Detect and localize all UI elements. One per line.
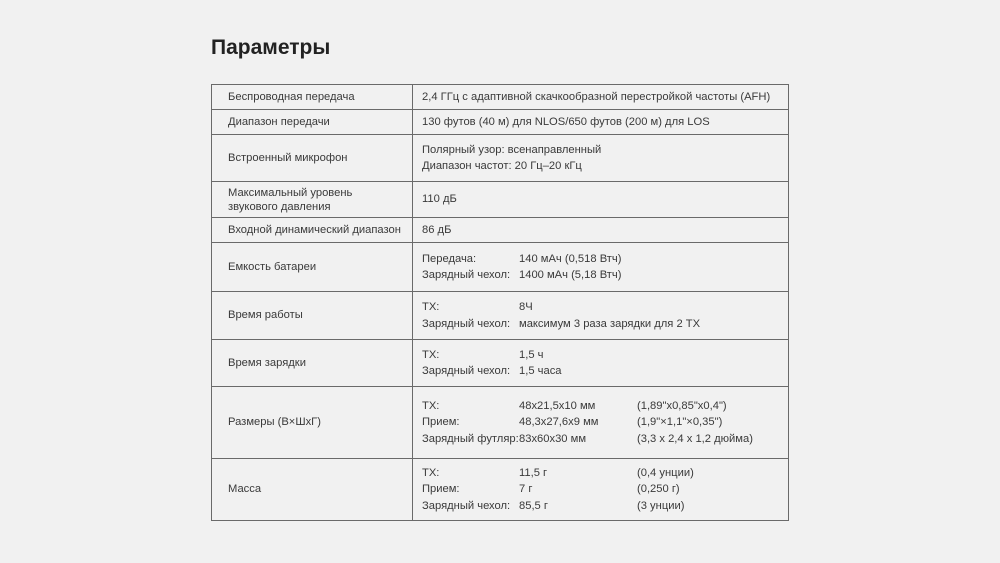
spec-label: Входной динамический диапазон xyxy=(212,218,413,243)
spec-value xyxy=(413,387,789,459)
spec-line: Полярный узор: всенаправленный xyxy=(422,143,602,156)
spec-row-runtime xyxy=(212,292,789,340)
spec-key: Передача: xyxy=(422,252,477,265)
spec-label: Время зарядки xyxy=(212,340,413,387)
spec-alt: (3,3 x 2,4 x 1,2 дюйма) xyxy=(637,432,753,445)
spec-label: Размеры (В×ШхГ) xyxy=(212,387,413,459)
spec-label xyxy=(212,182,413,218)
spec-val: 85,5 г xyxy=(519,499,548,512)
spec-row-battery xyxy=(212,243,789,292)
spec-row-range xyxy=(212,110,789,135)
spec-label: Масса xyxy=(212,459,413,521)
spec-key: TX: xyxy=(422,301,440,313)
spec-val: 83x60x30 мм xyxy=(519,432,587,445)
spec-alt: (3 унции) xyxy=(637,499,685,512)
spec-val: максимум 3 раза зарядки для 2 TX xyxy=(519,317,701,330)
spec-value xyxy=(413,135,789,182)
spec-key: Зарядный чехол: xyxy=(422,317,511,330)
spec-label: Емкость батареи xyxy=(212,243,413,292)
spec-val: 140 мАч (0,518 Втч) xyxy=(519,252,622,265)
spec-val: 48x21,5x10 мм xyxy=(519,399,596,412)
spec-label-line: Максимальный уровень xyxy=(228,186,353,199)
specs-table xyxy=(211,84,789,521)
spec-row-spl xyxy=(212,182,789,218)
spec-key: Зарядный чехол: xyxy=(422,269,511,281)
spec-alt: (1,89"x0,85"x0,4") xyxy=(637,399,727,412)
spec-row-dimensions xyxy=(212,387,789,459)
spec-key: Зарядный чехол: xyxy=(422,365,511,377)
spec-value xyxy=(413,243,789,292)
spec-line: Диапазон частот: 20 Гц–20 кГц xyxy=(422,160,582,172)
spec-row-mic xyxy=(212,135,789,182)
spec-val: 1400 мАч (5,18 Втч) xyxy=(519,269,622,281)
spec-label: Время работы xyxy=(212,292,413,340)
spec-val: 11,5 г xyxy=(519,466,548,479)
spec-row-dynamic xyxy=(212,218,789,243)
spec-value: 2,4 ГГц с адаптивной скачкообразной перестройкой частоты (AFH) xyxy=(413,85,789,110)
spec-val: 1,5 часа xyxy=(519,365,562,377)
spec-value: 110 дБ xyxy=(413,182,789,218)
spec-value: 86 дБ xyxy=(413,218,789,243)
spec-row-charging xyxy=(212,340,789,387)
spec-value xyxy=(413,459,789,521)
spec-val: 48,3x27,6x9 мм xyxy=(519,416,599,429)
spec-key: Зарядный футляр: xyxy=(422,432,519,445)
spec-alt: (0,250 г) xyxy=(637,483,680,496)
spec-row-wireless xyxy=(212,85,789,110)
spec-row-mass xyxy=(212,459,789,521)
spec-label-line: звукового давления xyxy=(228,200,331,213)
spec-value: 130 футов (40 м) для NLOS/650 футов (200 м) для LOS xyxy=(413,110,789,135)
spec-alt: (1,9"×1,1"×0,35") xyxy=(637,416,723,429)
spec-key: Прием: xyxy=(422,483,460,496)
spec-label: Беспроводная передача xyxy=(212,85,413,110)
spec-val: 1,5 ч xyxy=(519,348,544,361)
spec-val: 8Ч xyxy=(519,301,533,313)
spec-label: Диапазон передачи xyxy=(212,110,413,135)
spec-label: Встроенный микрофон xyxy=(212,135,413,182)
spec-key: Прием: xyxy=(422,416,460,429)
spec-key: TX: xyxy=(422,348,440,361)
spec-value xyxy=(413,340,789,387)
spec-alt: (0,4 унции) xyxy=(637,466,694,479)
spec-value xyxy=(413,292,789,340)
spec-key: TX: xyxy=(422,399,440,412)
spec-key: Зарядный чехол: xyxy=(422,499,511,512)
page-title: Параметры xyxy=(211,36,331,59)
spec-key: TX: xyxy=(422,466,440,479)
spec-val: 7 г xyxy=(519,483,533,496)
